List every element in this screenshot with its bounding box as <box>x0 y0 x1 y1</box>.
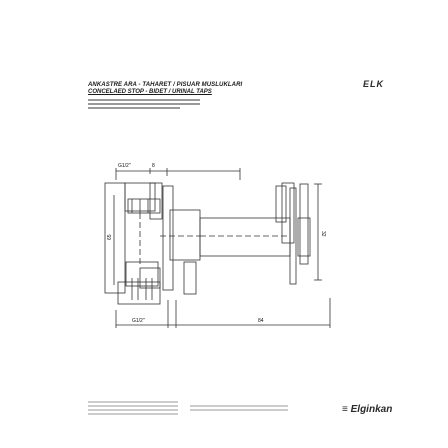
bottom-stem <box>184 262 196 294</box>
document-title-tr: ANKASTRE ARA - TAHARET / PISUAR MUSLUKLARI <box>88 82 243 88</box>
label-bottom-dim: 84 <box>258 318 264 324</box>
bottom-nut <box>140 268 160 288</box>
label-right-dim: 32 <box>320 231 326 237</box>
cap-upper <box>282 183 294 243</box>
footer-brand-logo <box>342 404 392 415</box>
valve-housing <box>170 210 200 260</box>
cap-outer <box>300 184 308 264</box>
label-top-thread: G1/2" <box>118 163 131 169</box>
cap-top <box>276 186 286 222</box>
cap-side <box>290 188 296 284</box>
footer-brand-text: Elginkan <box>350 404 393 415</box>
valve-body <box>163 186 173 290</box>
brand-mark-icon: ≡ <box>342 404 348 415</box>
label-top-dim: 8 <box>152 163 155 169</box>
label-bottom-thread: G1/2" <box>132 318 145 324</box>
brand-logo-mark: ELK <box>363 79 384 89</box>
document-title-en: CONCELAED STOP - BIDET / URINAL TAPS <box>88 89 212 95</box>
label-left-dim: 65 <box>107 234 113 240</box>
spindle-housing <box>200 218 290 256</box>
